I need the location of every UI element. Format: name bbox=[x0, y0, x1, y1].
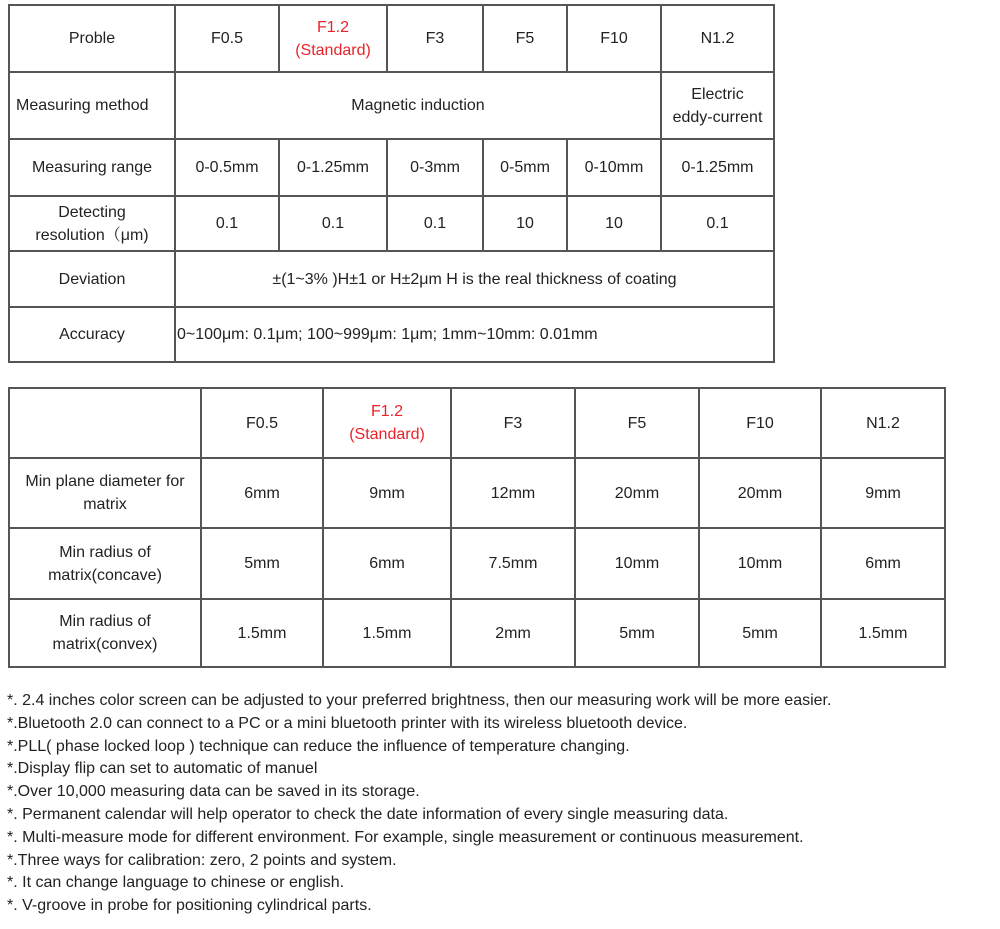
table-cell: 2mm bbox=[451, 599, 575, 667]
table-cell: 10 bbox=[567, 196, 661, 251]
row-label-line1: Min radius of bbox=[59, 543, 151, 561]
concave-radius-label bbox=[9, 528, 201, 599]
resolution-label bbox=[9, 196, 175, 251]
table-cell: 0-0.5mm bbox=[175, 139, 279, 196]
feature-item: *. 2.4 inches color screen can be adjusted to your preferred brightness, then our measuring work will be more easier. bbox=[7, 692, 832, 709]
table-row bbox=[9, 307, 774, 362]
table-row bbox=[9, 139, 774, 196]
table-cell: 10mm bbox=[699, 528, 821, 599]
probe-f12-standard: (Standard) bbox=[295, 41, 371, 59]
table-cell: 0-10mm bbox=[567, 139, 661, 196]
feature-list bbox=[7, 690, 997, 918]
probe-n12-header: N1.2 bbox=[821, 388, 945, 458]
feature-item: *. Permanent calendar will help operator to check the date information of every single measuring data. bbox=[7, 805, 729, 823]
magnetic-induction-cell: Magnetic induction bbox=[175, 72, 661, 139]
deviation-label: Deviation bbox=[9, 251, 175, 307]
table-cell: 7.5mm bbox=[451, 528, 575, 599]
probe-f05-header: F0.5 bbox=[175, 5, 279, 72]
table-row bbox=[9, 251, 774, 307]
accuracy-label: Accuracy bbox=[9, 307, 175, 362]
row-label-line1: Min plane diameter for bbox=[25, 473, 185, 490]
table-cell: 0.1 bbox=[279, 196, 387, 251]
row-label-line1: Min radius of bbox=[59, 613, 151, 630]
probe-f10-header: F10 bbox=[567, 5, 661, 72]
probe-n12-header: N1.2 bbox=[661, 5, 774, 72]
feature-item: *. Multi-measure mode for different environment. For example, single measurement or continuous measurement. bbox=[7, 828, 804, 846]
table-header-row bbox=[9, 388, 945, 458]
table-row bbox=[9, 528, 945, 599]
probe-f12-name: F1.2 bbox=[370, 403, 403, 420]
probe-f12-name: F1.2 bbox=[316, 18, 349, 36]
table-cell: 0.1 bbox=[175, 196, 279, 251]
eddy-current-cell bbox=[661, 72, 774, 139]
plane-diameter-label bbox=[9, 458, 201, 528]
feature-item: *. V-groove in probe for positioning cylindrical parts. bbox=[7, 897, 372, 915]
matrix-size-table bbox=[8, 387, 946, 668]
resolution-label-line2: resolution（μm) bbox=[35, 226, 149, 244]
table-cell: 6mm bbox=[323, 528, 451, 599]
table-header-row bbox=[9, 5, 774, 72]
probe-f5-header: F5 bbox=[575, 388, 699, 458]
table-cell: 6mm bbox=[201, 458, 323, 528]
table-cell: 9mm bbox=[821, 458, 945, 528]
probe-spec-table bbox=[8, 4, 775, 363]
header-label: Proble bbox=[9, 5, 175, 72]
table-cell: 12mm bbox=[451, 458, 575, 528]
table-cell: 0-1.25mm bbox=[279, 139, 387, 196]
probe-f12-header bbox=[279, 5, 387, 72]
table-cell: 5mm bbox=[575, 599, 699, 667]
deviation-value: ±(1~3% )H±1 or H±2μm H is the real thickness of coating bbox=[175, 251, 774, 307]
measuring-range-label: Measuring range bbox=[9, 139, 175, 196]
measuring-method-label: Measuring method bbox=[9, 72, 175, 139]
table-cell: 0-5mm bbox=[483, 139, 567, 196]
feature-item: *.PLL( phase locked loop ) technique can reduce the influence of temperature changing. bbox=[7, 737, 630, 755]
table-cell: 0.1 bbox=[661, 196, 774, 251]
probe-f05-header: F0.5 bbox=[201, 388, 323, 458]
table-cell: 5mm bbox=[699, 599, 821, 667]
feature-item: *.Display flip can set to automatic of manuel bbox=[7, 760, 318, 778]
table-cell: 1.5mm bbox=[821, 599, 945, 667]
table-cell: 9mm bbox=[323, 458, 451, 528]
probe-f10-header: F10 bbox=[699, 388, 821, 458]
table-row bbox=[9, 458, 945, 528]
feature-item: *.Bluetooth 2.0 can connect to a PC or a mini bluetooth printer with its wireless bluetooth device. bbox=[7, 714, 688, 732]
table-cell: 1.5mm bbox=[323, 599, 451, 667]
probe-f5-header: F5 bbox=[483, 5, 567, 72]
feature-item: *.Three ways for calibration: zero, 2 points and system. bbox=[7, 851, 397, 869]
row-label-line2: matrix bbox=[83, 496, 127, 513]
table-cell: 0.1 bbox=[387, 196, 483, 251]
table-row bbox=[9, 599, 945, 667]
feature-item: *. It can change language to chinese or english. bbox=[7, 874, 345, 892]
table-cell: 5mm bbox=[201, 528, 323, 599]
row-label-line2: matrix(concave) bbox=[48, 566, 162, 584]
probe-f3-header: F3 bbox=[387, 5, 483, 72]
eddy-current-line1: Electric bbox=[691, 85, 744, 103]
convex-radius-label bbox=[9, 599, 201, 667]
table-cell: 6mm bbox=[821, 528, 945, 599]
table-cell: 10mm bbox=[575, 528, 699, 599]
table-row bbox=[9, 72, 774, 139]
table-cell: 1.5mm bbox=[201, 599, 323, 667]
feature-item: *.Over 10,000 measuring data can be saved in its storage. bbox=[7, 783, 420, 801]
table-cell: 20mm bbox=[699, 458, 821, 528]
table-cell: 0-3mm bbox=[387, 139, 483, 196]
row-label-line2: matrix(convex) bbox=[52, 636, 158, 653]
table-row bbox=[9, 196, 774, 251]
probe-f12-standard: (Standard) bbox=[349, 426, 425, 443]
eddy-current-line2: eddy-current bbox=[672, 108, 763, 126]
table-cell: 20mm bbox=[575, 458, 699, 528]
empty-header-cell bbox=[9, 388, 201, 458]
table-cell: 0-1.25mm bbox=[661, 139, 774, 196]
probe-f3-header: F3 bbox=[451, 388, 575, 458]
accuracy-value: 0~100μm: 0.1μm; 100~999μm: 1μm; 1mm~10mm: 0.01mm bbox=[175, 307, 774, 362]
probe-f12-header bbox=[323, 388, 451, 458]
resolution-label-line1: Detecting bbox=[58, 203, 126, 221]
table-cell: 10 bbox=[483, 196, 567, 251]
